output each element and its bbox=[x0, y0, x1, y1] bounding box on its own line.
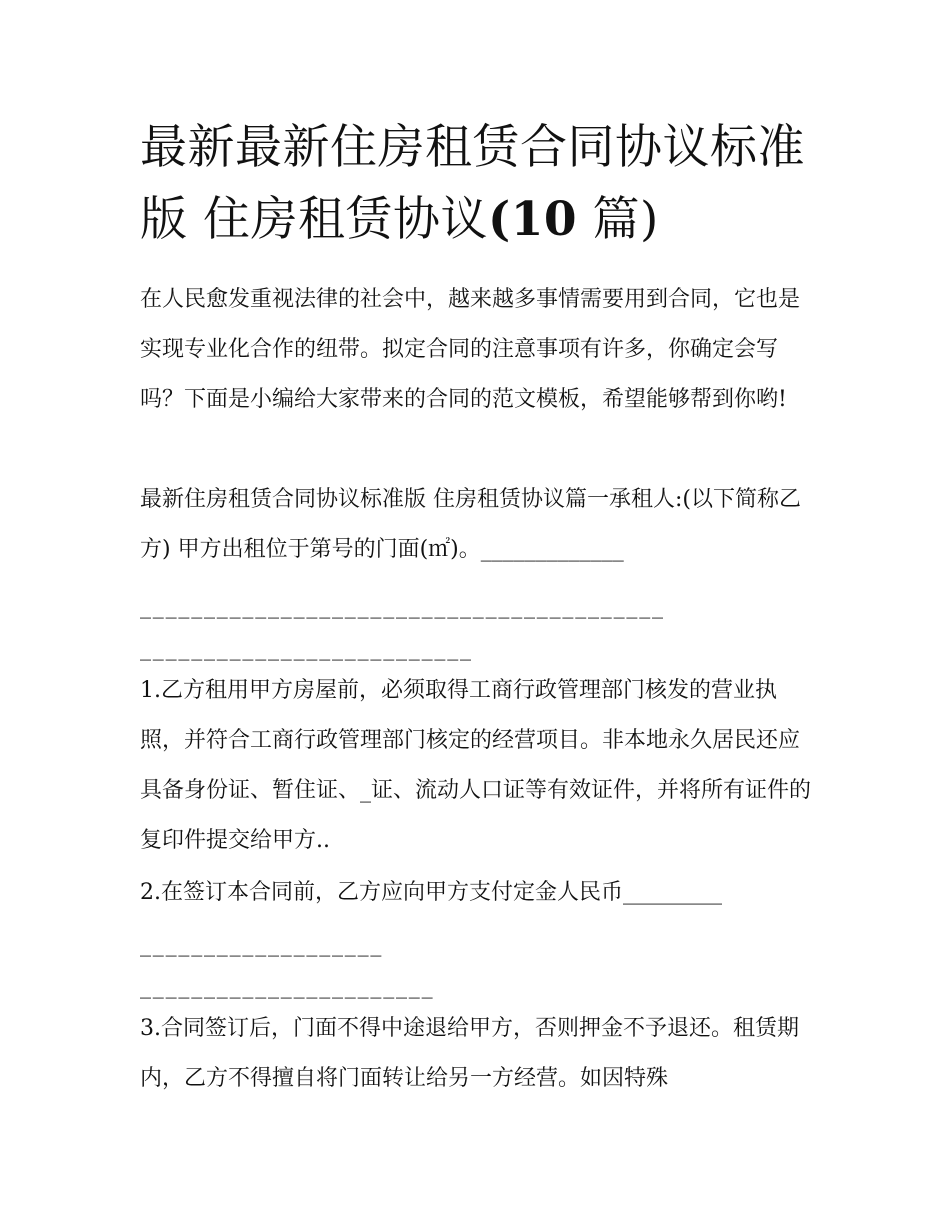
title-text: 最新最新住房租赁合同协议标准版 住房租赁协议 bbox=[140, 120, 805, 247]
clause-1: 1.乙方租用甲方房屋前，必须取得工商行政管理部门核发的营业执照，并符合工商行政管理部门核定的经营项目。非本地永久居民还应具备身份证、暂住证、_证、流动人口证等有效证件，并将所有证件的复印件提交给甲方.. bbox=[140, 678, 812, 853]
section-heading-paragraph: 最新住房租赁合同协议标准版 住房租赁协议篇一承租人:(以下简称乙方) 甲方出租位于第号的门面(㎡)。_____________ bbox=[140, 487, 801, 562]
title-suffix: 篇) bbox=[577, 192, 659, 247]
blank-line: ___________________ bbox=[140, 932, 384, 957]
intro-paragraph: 在人民愈发重视法律的社会中，越来越多事情需要用到合同，它也是实现专业化合作的纽带。拟定合同的注意事项有许多，你确定会写吗？下面是小编给大家带来的合同的范文模板，希望能够帮到你哟! bbox=[140, 287, 801, 412]
document-title bbox=[140, 112, 820, 256]
blank-line: __________________________ bbox=[140, 636, 473, 661]
clause-2: 2.在签订本合同前，乙方应向甲方支付定金人民币_________ bbox=[140, 880, 722, 905]
blank-line: _________________________________________ bbox=[140, 594, 665, 619]
title-number: (10 bbox=[487, 192, 578, 247]
blank-line: _______________________ bbox=[140, 974, 435, 999]
clause-3: 3.合同签订后，门面不得中途退给甲方，否则押金不予退还。租赁期内，乙方不得擅自将门面转让给另一方经营。如因特殊 bbox=[140, 1016, 799, 1091]
